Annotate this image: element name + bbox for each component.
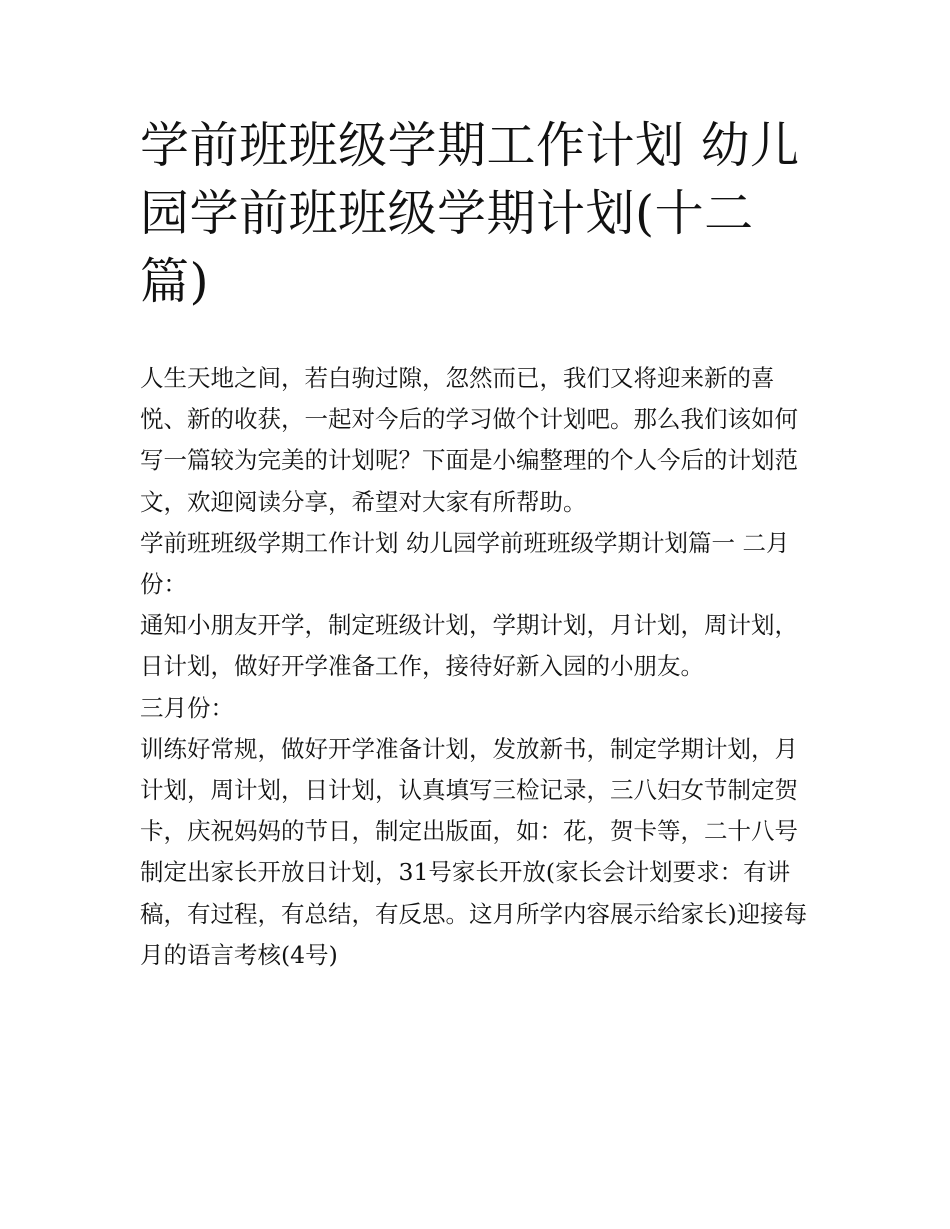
paragraph-march-heading: 三月份： [140, 693, 234, 722]
paragraph-march: 训练好常规，做好开学准备计划，发放新书，制定学期计划，月计划，周计划，日计划，认真填写三检记录，三八妇女节制定贺卡，庆祝妈妈的节日，制定出版面，如：花，贺卡等，二十八号制定出家长开放日计划，31号家长开放(家长会计划要求：有讲稿，有过程，有总结，有反思。这月所学内容展示给家长)迎接每月的语言考核(4号) [140, 734, 808, 969]
paragraph-february: 通知小朋友开学，制定班级计划，学期计划，月计划，周计划，日计划，做好开学准备工作，接待好新入园的小朋友。 [140, 611, 798, 681]
document-body [140, 358, 820, 976]
paragraph-intro: 人生天地之间，若白驹过隙，忽然而已，我们又将迎来新的喜悦、新的收获，一起对今后的学习做个计划吧。那么我们该如何写一篇较为完美的计划呢？下面是小编整理的个人今后的计划范文，欢迎阅读分享，希望对大家有所帮助。 [140, 364, 798, 516]
paragraph-section-heading: 学前班班级学期工作计划 幼儿园学前班班级学期计划篇一 二月份： [140, 528, 790, 599]
document-title: 学前班班级学期工作计划 幼儿园学前班班级学期计划(十二篇) [140, 117, 800, 310]
